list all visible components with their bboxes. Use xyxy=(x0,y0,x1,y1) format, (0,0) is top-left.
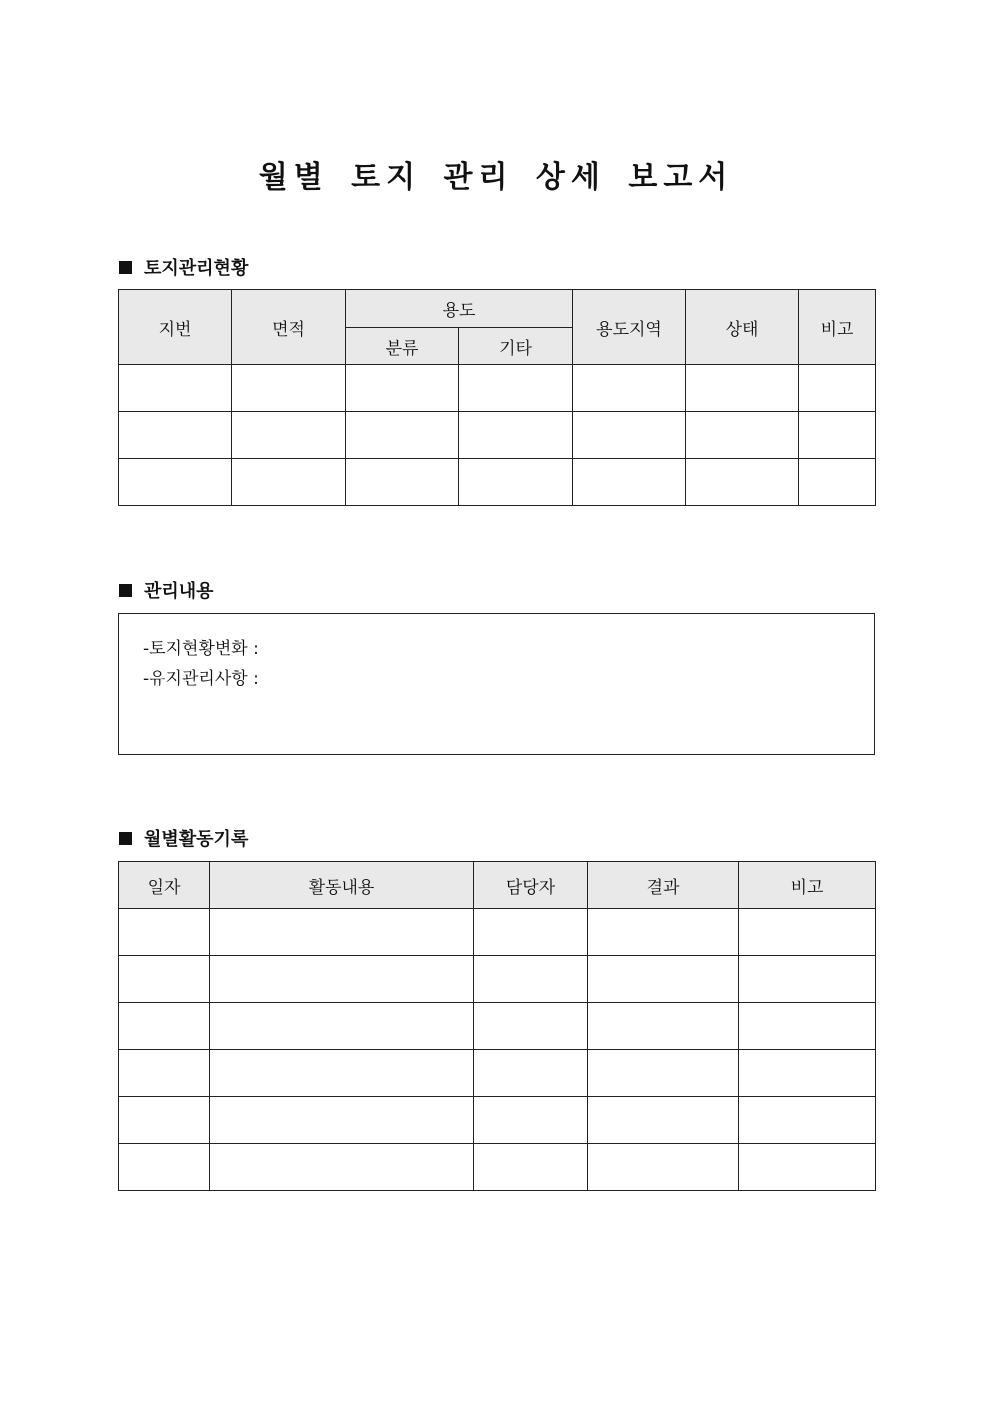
table-cell[interactable] xyxy=(474,956,588,1003)
table-cell[interactable] xyxy=(119,1144,210,1191)
maintenance-line: -유지관리사항 : xyxy=(143,669,259,689)
table-cell[interactable] xyxy=(573,365,686,412)
header-zoning: 용도지역 xyxy=(573,290,686,365)
table-row xyxy=(119,956,876,1003)
land-status-table xyxy=(118,289,876,506)
table-cell[interactable] xyxy=(210,1050,474,1097)
table-row xyxy=(119,1050,876,1097)
table-row xyxy=(119,1003,876,1050)
table-cell[interactable] xyxy=(588,1050,739,1097)
table-cell[interactable] xyxy=(119,412,232,459)
header-usage-category: 분류 xyxy=(346,328,459,365)
header-usage-other: 기타 xyxy=(459,328,573,365)
table-cell[interactable] xyxy=(210,1144,474,1191)
table-cell[interactable] xyxy=(739,909,876,956)
table-cell[interactable] xyxy=(739,956,876,1003)
table-cell[interactable] xyxy=(573,459,686,506)
table-cell[interactable] xyxy=(686,412,799,459)
table-cell[interactable] xyxy=(210,909,474,956)
table-cell[interactable] xyxy=(210,1003,474,1050)
table-cell[interactable] xyxy=(119,956,210,1003)
header-date: 일자 xyxy=(119,862,210,909)
table-cell[interactable] xyxy=(474,909,588,956)
table-row xyxy=(119,365,876,412)
activity-log-table xyxy=(118,861,876,1191)
land-status-heading xyxy=(119,254,248,280)
table-cell[interactable] xyxy=(459,459,573,506)
activity-log-heading-text: 월별활동기록 xyxy=(144,829,249,850)
header-area: 면적 xyxy=(232,290,346,365)
table-cell[interactable] xyxy=(346,412,459,459)
table-cell[interactable] xyxy=(739,1097,876,1144)
table-row xyxy=(119,909,876,956)
management-content-box[interactable] xyxy=(118,613,875,755)
table-cell[interactable] xyxy=(119,459,232,506)
table-cell[interactable] xyxy=(232,459,346,506)
table-cell[interactable] xyxy=(119,909,210,956)
square-bullet-icon xyxy=(119,261,132,274)
table-cell[interactable] xyxy=(119,1050,210,1097)
management-heading-text: 관리내용 xyxy=(144,581,214,602)
table-row xyxy=(119,1097,876,1144)
table-cell[interactable] xyxy=(346,365,459,412)
table-cell[interactable] xyxy=(474,1097,588,1144)
table-row xyxy=(119,459,876,506)
table-cell[interactable] xyxy=(474,1050,588,1097)
table-cell[interactable] xyxy=(119,1097,210,1144)
table-cell[interactable] xyxy=(232,412,346,459)
header-remarks: 비고 xyxy=(799,290,876,365)
table-cell[interactable] xyxy=(588,956,739,1003)
header-status: 상태 xyxy=(686,290,799,365)
table-row xyxy=(119,412,876,459)
header-result: 결과 xyxy=(588,862,739,909)
management-heading xyxy=(119,577,214,603)
table-cell[interactable] xyxy=(588,1144,739,1191)
header-person-in-charge: 담당자 xyxy=(474,862,588,909)
table-cell[interactable] xyxy=(686,365,799,412)
table-cell[interactable] xyxy=(210,956,474,1003)
table-cell[interactable] xyxy=(799,459,876,506)
table-cell[interactable] xyxy=(739,1144,876,1191)
header-usage: 용도 xyxy=(346,290,573,328)
table-cell[interactable] xyxy=(588,909,739,956)
table-cell[interactable] xyxy=(799,412,876,459)
header-lot-number: 지번 xyxy=(119,290,232,365)
table-cell[interactable] xyxy=(459,365,573,412)
land-change-line: -토지현황변화 : xyxy=(143,639,259,659)
table-cell[interactable] xyxy=(588,1003,739,1050)
header-activity: 활동내용 xyxy=(210,862,474,909)
table-cell[interactable] xyxy=(210,1097,474,1144)
table-cell[interactable] xyxy=(459,412,573,459)
table-cell[interactable] xyxy=(119,1003,210,1050)
table-row xyxy=(119,1144,876,1191)
table-cell[interactable] xyxy=(739,1003,876,1050)
table-cell[interactable] xyxy=(686,459,799,506)
table-cell[interactable] xyxy=(799,365,876,412)
table-cell[interactable] xyxy=(588,1097,739,1144)
square-bullet-icon xyxy=(119,832,132,845)
header-remarks: 비고 xyxy=(739,862,876,909)
table-cell[interactable] xyxy=(346,459,459,506)
activity-log-heading xyxy=(119,825,248,851)
table-cell[interactable] xyxy=(119,365,232,412)
square-bullet-icon xyxy=(119,584,132,597)
table-cell[interactable] xyxy=(474,1144,588,1191)
table-cell[interactable] xyxy=(474,1003,588,1050)
table-cell[interactable] xyxy=(739,1050,876,1097)
document-title: 월별 토지 관리 상세 보고서 xyxy=(258,160,734,196)
land-status-heading-text: 토지관리현황 xyxy=(144,258,249,279)
table-cell[interactable] xyxy=(232,365,346,412)
table-cell[interactable] xyxy=(573,412,686,459)
